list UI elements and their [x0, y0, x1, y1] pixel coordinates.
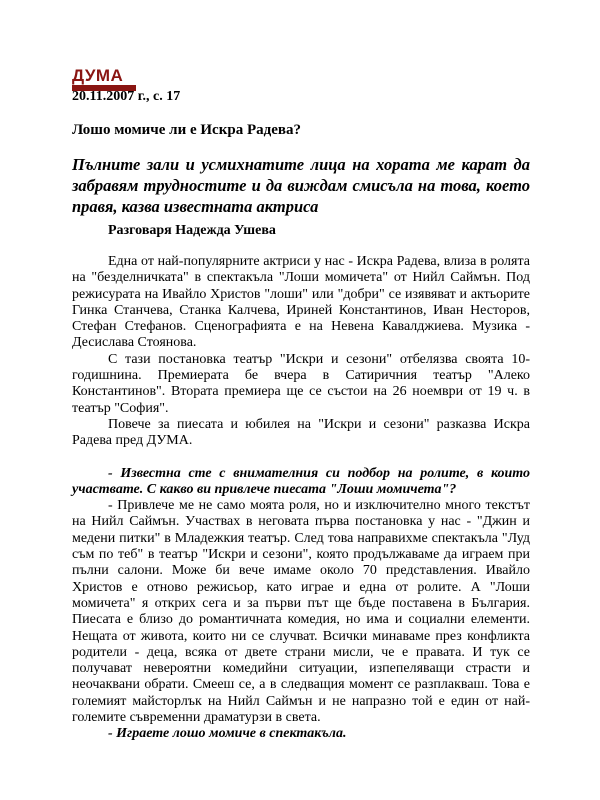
- date-line: 20.11.2007 г., с. 17: [72, 89, 181, 104]
- interview-question: - Известна сте с внимателния си подбор на ролите, в които участвате. С какво ви привлече пиесата "Лоши момичета"?: [72, 465, 530, 497]
- logo-text: ДУМА: [72, 66, 124, 85]
- byline: Разговаря Надежда Ушева: [108, 223, 276, 238]
- paragraph: Повече за пиесата и юбилея на "Искри и сезони" разказва Искра Радева пред ДУМА.: [72, 416, 530, 449]
- paragraph: С тази постановка театър "Искри и сезони" отбелязва своята 10-годишнина. Премиерата бе вчера в Сатиричния театър "Алеко Константинов". Втората премиера ще се състои на 26 ноември от 19 ч. в театър "София".: [72, 351, 530, 416]
- article-body: [72, 254, 530, 743]
- article-subtitle: Пълните зали и усмихнатите лица на хората ме карат да забравям трудностите и да виждам смисъла на това, което правя, казва известната актриса: [72, 155, 530, 216]
- interview-question: - Играете лошо момиче в спектакъла.: [108, 726, 347, 742]
- article-title: Лошо момиче ли е Искра Радева?: [72, 122, 301, 138]
- paragraph: Една от най-популярните актриси у нас - Искра Радева, влиза в ролята на "безделничката" в спектакъла "Лоши момичета" от Нийл Саймън. Под режисурата на Ивайло Христов "лоши" или "добри" се изявяват и актьорите Гинка Станчева, Станка Калчева, Ириней Константинов, Иван Несторов, Стефан Стефанов. Сценографията е на Невена Кавалджиева. Музика - Десислава Стоянова.: [72, 254, 530, 351]
- interview-answer: - Привлече ме не само моята роля, но и изключително много текстът на Нийл Саймън. Участвах в неговата първа постановка у нас - "Джин и медени питки" в Младежкия театър. След това направихме спектакъла "Луд съм по теб" в театър "Искри и сезони", която продължаваме да играем при пълни салони. Може би вече имаме около 70 представления. Ивайло Христов е отново режисьор, като играе и една от ролите. А "Лоши момичета" я открих сега и за първи път ще бъде поставена в България. Пиесата е близо до романтичната комедия, но има и социални елементи. Нещата от живота, които ни се случват. Всички минаваме през конфликта родители - деца, всяка от двете страни мисли, че е правата. И тук се получават невероятни комедийни ситуации, изпепеляващи страсти и неочаквани обрати. Смееш се, а в следващия момент се разплакваш. Това е големият майсторлък на Нийл Саймън и не напразно той е един от най-големите съвременни драматурзи в света.: [72, 498, 530, 726]
- newspaper-logo: [72, 67, 136, 91]
